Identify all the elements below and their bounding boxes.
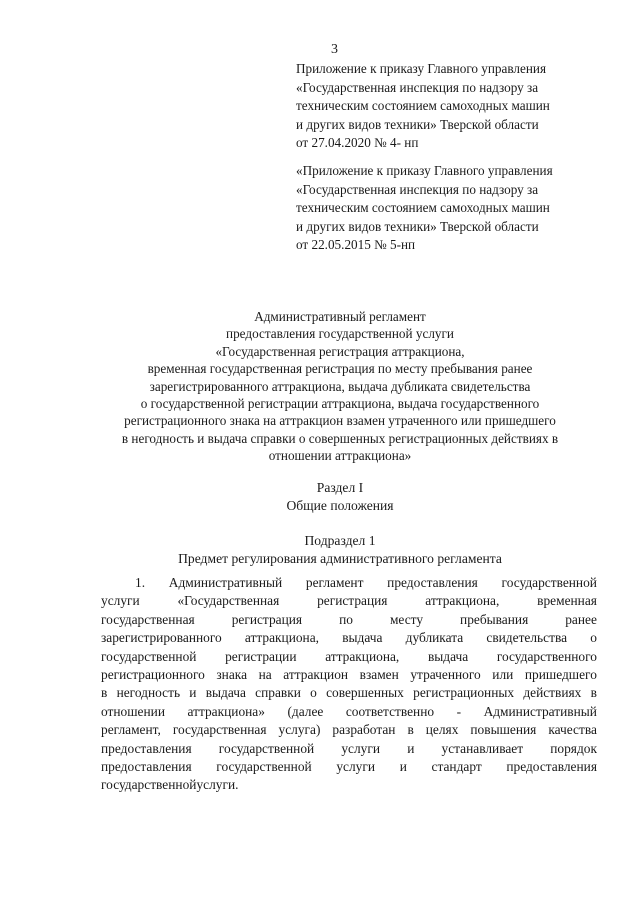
appendix-line: от 22.05.2015 № 5-нп [296,237,416,253]
title-line: зарегистрированного аттракциона, выдача дубликата свидетельства [149,378,531,394]
word: выдача [427,648,469,664]
page-number: 3 [331,42,338,57]
word: услуги. [196,777,239,793]
appendix-line: и других видов техники» Тверской области [296,116,539,132]
word: государственная [172,722,267,738]
paragraph-line [101,629,597,647]
word: аттракциона, [425,593,500,609]
paragraph-line [101,611,597,629]
subsection-heading [90,532,590,568]
appendix-line: «Приложение к приказу Главного управления [296,163,553,178]
appendix-line: от 27.04.2020 № 4- нп [296,135,419,151]
word: регистрация [317,593,388,609]
word: аттракциона, [325,648,400,664]
word: - [456,703,462,719]
word: государственной [101,648,197,664]
word: о [310,685,317,701]
word: или [492,667,514,683]
word: регламент [305,575,364,590]
word: предоставления [101,759,192,775]
word: стандарт [431,759,482,775]
appendix-line: «Государственная инспекция по надзору за [296,181,539,197]
paragraph-line [101,740,597,758]
section-heading [90,479,590,515]
word: в [101,685,108,701]
word: аттракциона, [244,630,320,646]
title-line: в негодность и выдача справки о совершенных регистрационных действиях в [121,430,559,446]
word: государственной [101,777,197,793]
word: государственной [218,740,315,756]
paragraph-line [101,703,597,721]
word: на [258,667,272,683]
word: услуги [336,759,376,775]
appendix-note-current [296,60,616,153]
word: о [590,630,597,646]
word: Административный [168,575,283,590]
word: целях [425,722,459,738]
word: государственная [101,611,195,627]
subsection-name: Предмет регулирования административного регламента [178,551,502,566]
word: порядок [550,740,597,756]
title-line: Административный регламент [254,309,426,324]
title-line: «Государственная регистрация аттракциона, [215,343,465,359]
appendix-line: «Государственная инспекция по надзору за [296,79,539,95]
paragraph-line [101,684,597,702]
word: негодность [116,685,181,701]
word: государственной [501,575,597,590]
word: 1. [135,575,146,590]
paragraph-line [101,666,597,684]
word: отношении [101,703,165,719]
word: регламент, [101,722,161,738]
word: месту [389,611,424,627]
appendix-note-previous [296,162,616,255]
title-line: предоставления государственной услуги [226,326,454,342]
word: справки [255,685,301,701]
word: разработан [332,722,396,738]
word: повышения [470,722,537,738]
word: регистрация [231,611,303,627]
word: в [407,722,414,738]
word: услуга) [278,722,321,738]
paragraph-line [101,758,597,776]
word: временная [537,593,597,609]
word: по [339,611,353,627]
title-line: отношении аттракциона» [268,448,412,464]
paragraph-line [101,574,597,592]
word: выдача [342,630,383,646]
word: услуги [341,740,381,756]
word: предоставления [506,759,597,775]
paragraph-line [101,648,597,666]
word: утраченного [410,667,481,683]
word: регистрации [225,648,297,664]
word: зарегистрированного [101,630,222,646]
word: ранее [565,611,597,627]
paragraph-line [101,721,597,739]
word: Административный [483,703,597,719]
word: (далее [287,703,324,719]
word: государственного [496,648,597,664]
word: регистрационного [101,667,205,683]
word: соответственно [345,703,435,719]
word: «Государственная [177,593,280,609]
subsection-label: Подраздел 1 [304,533,376,548]
word: качества [548,722,597,738]
word: аттракциона» [187,703,265,719]
word: свидетельства [486,630,568,646]
word: услуги [101,593,140,609]
title-line: о государственной регистрации аттракциона, выдача государственного [140,396,540,412]
word: выдача [205,685,246,701]
word: и [407,740,415,756]
word: и [399,759,407,775]
appendix-line: и других видов техники» Тверской области [296,218,539,234]
title-line: регистрационного знака на аттракцион взамен утраченного или пришедшего [124,413,556,429]
word: предоставления [387,575,478,590]
word: предоставления [101,740,192,756]
title-line: временная государственная регистрация по месту пребывания ранее [147,361,533,377]
word: действиях [523,685,582,701]
word: регистрационных [413,685,515,701]
word: пришедшего [524,667,597,683]
paragraph-line [101,592,597,610]
word: государственной [216,759,312,775]
word: пребывания [460,611,529,627]
word: в [590,685,597,701]
word: дубликата [405,630,464,646]
document-title [90,308,590,465]
word: аттракцион [283,667,349,683]
appendix-line: техническим состоянием самоходных машин [296,200,550,216]
word: совершенных [326,685,404,701]
word: знака [216,667,248,683]
appendix-line: техническим состоянием самоходных машин [296,98,550,114]
word: и [189,685,197,701]
word: взамен [359,667,399,683]
section-name: Общие положения [286,498,394,513]
paragraph-1 [101,574,597,795]
word: устанавливает [441,740,524,756]
appendix-line: Приложение к приказу Главного управления [296,61,547,76]
paragraph-line [101,776,597,794]
section-label: Раздел I [316,480,364,495]
